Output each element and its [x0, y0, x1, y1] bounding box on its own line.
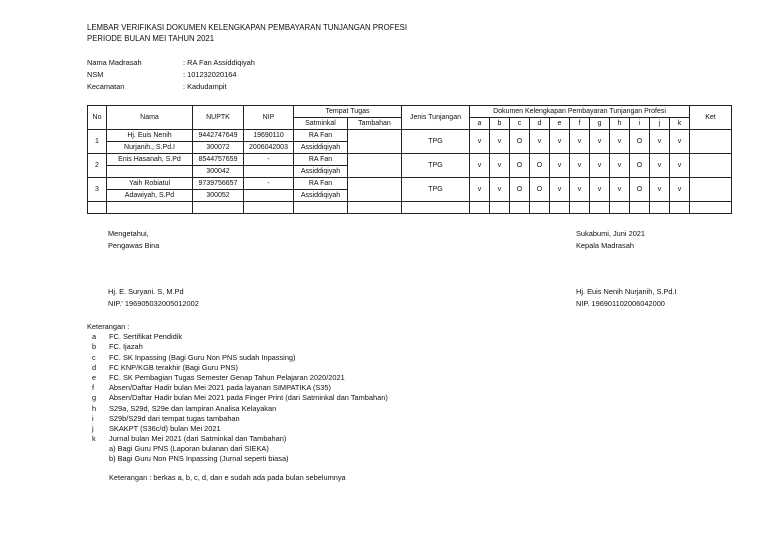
- empty-cell: [193, 202, 244, 214]
- legend-letter: h: [92, 403, 97, 413]
- legend-item: [87, 404, 388, 414]
- header-dokumen: Dokumen Kelengkapan Pembayaran Tunjangan Profesi: [470, 106, 690, 118]
- signature-left-line1: Mengetahui,: [108, 229, 149, 238]
- legend-text: S29b/S29d dari tempat tugas tambahan: [109, 413, 240, 423]
- legend-text: FC KNP/KGB terakhir (Bagi Guru PNS): [109, 362, 238, 372]
- cell-ket: [690, 154, 732, 178]
- info-row-madrasah: [87, 57, 255, 69]
- cell-nama: Adawiyah, S.Pd: [107, 190, 193, 202]
- signature-left-header: [108, 228, 159, 252]
- cell-doc-b: v: [490, 130, 510, 154]
- legend-item: [87, 342, 388, 352]
- cell-satminkal: Assiddiqiyah: [294, 190, 348, 202]
- legend-item: [87, 332, 388, 342]
- cell-jenis: TPG: [402, 178, 470, 202]
- cell-nama: Enis Hasanah, S.Pd: [107, 154, 193, 166]
- school-info: [87, 57, 255, 93]
- cell-tambahan: [348, 178, 402, 202]
- cell-ket: [690, 130, 732, 154]
- empty-cell: [294, 202, 348, 214]
- cell-tambahan: [348, 154, 402, 178]
- cell-nip: 19690110: [244, 130, 294, 142]
- cell-ket: [690, 178, 732, 202]
- document-title: LEMBAR VERIFIKASI DOKUMEN KELENGKAPAN PEMBAYARAN TUNJANGAN PROFESI: [87, 23, 408, 32]
- header-doc-f: f: [570, 118, 590, 130]
- legend-sub-a: a) Bagi Guru PNS (Laporan bulanan dari SIEKA): [109, 444, 269, 454]
- signature-right-name: Hj. Euis Nenih Nurjanih, S.Pd.I: [576, 287, 677, 296]
- cell-nip: [244, 190, 294, 202]
- cell-doc-h: v: [610, 130, 630, 154]
- cell-doc-k: v: [670, 130, 690, 154]
- empty-cell: [570, 202, 590, 214]
- cell-jenis: TPG: [402, 130, 470, 154]
- table-row: [88, 178, 732, 190]
- info-label: Nama Madrasah: [87, 58, 142, 67]
- cell-doc-h: v: [610, 154, 630, 178]
- cell-nuptk: 9739756657: [193, 178, 244, 190]
- info-row-kecamatan: [87, 81, 255, 93]
- empty-cell: [690, 202, 732, 214]
- legend-text: Jurnal bulan Mei 2021 (dari Satminkal dan Tambahan): [109, 434, 287, 444]
- document-period: PERIODE BULAN MEI TAHUN 2021: [87, 34, 215, 43]
- cell-nip: -: [244, 154, 294, 166]
- header-satminkal: Satminkal: [294, 118, 348, 130]
- cell-nip: -: [244, 178, 294, 190]
- table-row: [88, 130, 732, 142]
- empty-cell: [510, 202, 530, 214]
- info-value: : RA Fan Assiddiqiyah: [183, 58, 255, 67]
- cell-nuptk: 300072: [193, 142, 244, 154]
- cell-doc-g: v: [590, 130, 610, 154]
- empty-cell: [550, 202, 570, 214]
- signature-right-line2: Kepala Madrasah: [576, 241, 634, 250]
- cell-doc-c: O: [510, 154, 530, 178]
- header-tambahan: Tambahan: [348, 118, 402, 130]
- header-doc-g: g: [590, 118, 610, 130]
- cell-doc-g: v: [590, 154, 610, 178]
- cell-doc-f: v: [570, 178, 590, 202]
- header-nuptk: NUPTK: [193, 106, 244, 130]
- cell-doc-a: v: [470, 154, 490, 178]
- cell-nama: [107, 166, 193, 178]
- legend-item: [87, 393, 388, 403]
- cell-doc-j: v: [650, 130, 670, 154]
- legend-text: Absen/Daftar Hadir bulan Mei 2021 pada layanan SIMPATIKA (S35): [109, 383, 331, 393]
- empty-cell: [402, 202, 470, 214]
- header-nip: NIP: [244, 106, 294, 130]
- empty-cell: [530, 202, 550, 214]
- signature-left-footer: [108, 286, 199, 310]
- cell-doc-d: O: [530, 154, 550, 178]
- legend-item: [87, 363, 388, 373]
- cell-satminkal: RA Fan: [294, 154, 348, 166]
- info-value: : 101232020164: [183, 70, 237, 79]
- cell-doc-a: v: [470, 130, 490, 154]
- cell-nuptk: 8544757659: [193, 154, 244, 166]
- cell-no: 1: [88, 130, 107, 154]
- cell-jenis: TPG: [402, 154, 470, 178]
- empty-cell: [244, 202, 294, 214]
- cell-doc-i: O: [630, 130, 650, 154]
- header-jenis-tunjangan: Jenis Tunjangan: [402, 106, 470, 130]
- legend-letter: e: [92, 372, 97, 382]
- info-label: Kecamatan: [87, 82, 125, 91]
- empty-cell: [630, 202, 650, 214]
- legend-item: [87, 434, 388, 444]
- empty-cell: [610, 202, 630, 214]
- table-header-row: [88, 106, 732, 118]
- cell-doc-c: O: [510, 130, 530, 154]
- cell-nama: Yaih Robiatul: [107, 178, 193, 190]
- legend-item: [87, 373, 388, 383]
- info-row-nsm: [87, 69, 255, 81]
- legend-text: Absen/Daftar Hadir bulan Mei 2021 pada Finger Print (dari Satminkal dan Tambahan): [109, 393, 388, 403]
- legend-text: FC. SK Pembagian Tugas Semester Genap Tahun Pelajaran 2020/2021: [109, 372, 345, 382]
- legend-text: FC. Sertifikat Pendidik: [109, 332, 183, 342]
- cell-doc-h: v: [610, 178, 630, 202]
- cell-doc-e: v: [550, 154, 570, 178]
- header-doc-h: h: [610, 118, 630, 130]
- legend-item: [87, 424, 388, 434]
- empty-cell: [490, 202, 510, 214]
- cell-doc-j: v: [650, 178, 670, 202]
- cell-doc-e: v: [550, 130, 570, 154]
- legend-letter: k: [92, 434, 96, 444]
- signature-right-header: [576, 228, 645, 252]
- cell-satminkal: Assiddiqiyah: [294, 142, 348, 154]
- cell-doc-a: v: [470, 178, 490, 202]
- empty-cell: [348, 202, 402, 214]
- cell-nuptk: 9442747649: [193, 130, 244, 142]
- signature-left-line2: Pengawas Bina: [108, 241, 160, 250]
- cell-doc-k: v: [670, 178, 690, 202]
- cell-doc-b: v: [490, 178, 510, 202]
- empty-cell: [107, 202, 193, 214]
- legend-item: [87, 383, 388, 393]
- empty-cell: [650, 202, 670, 214]
- legend-letter: f: [92, 383, 95, 393]
- cell-no: 3: [88, 178, 107, 202]
- signature-left-name: Hj. E. Suryani. S, M.Pd: [108, 287, 184, 296]
- legend-letter: c: [92, 352, 96, 362]
- empty-cell: [88, 202, 107, 214]
- header-doc-k: k: [670, 118, 690, 130]
- legend-text: S29a, S29d, S29e dan lampiran Analisa Kelayakan: [109, 403, 277, 413]
- legend-title: Keterangan :: [87, 322, 130, 331]
- cell-doc-c: O: [510, 178, 530, 202]
- cell-doc-d: v: [530, 130, 550, 154]
- legend-letter: j: [92, 423, 94, 433]
- legend-sub-b: b) Bagi Guru Non PNS Inpassing (Jurnal seperti biasa): [109, 454, 289, 464]
- legend-letter: g: [92, 393, 97, 403]
- cell-doc-g: v: [590, 178, 610, 202]
- cell-nip: [244, 166, 294, 178]
- signature-right-nip: NIP. 196901102006042000: [576, 299, 665, 308]
- signature-right-line1: Sukabumi, Juni 2021: [576, 229, 646, 238]
- cell-doc-f: v: [570, 154, 590, 178]
- header-doc-c: c: [510, 118, 530, 130]
- cell-doc-k: v: [670, 154, 690, 178]
- cell-tambahan: [348, 130, 402, 154]
- legend-letter: b: [92, 342, 97, 352]
- header-doc-j: j: [650, 118, 670, 130]
- cell-satminkal: RA Fan: [294, 178, 348, 190]
- legend-note: Keterangan : berkas a, b, c, d, dan e sudah ada pada bulan sebelumnya: [109, 472, 346, 482]
- header-doc-a: a: [470, 118, 490, 130]
- cell-nip: 2006042003: [244, 142, 294, 154]
- empty-cell: [670, 202, 690, 214]
- header-doc-b: b: [490, 118, 510, 130]
- cell-doc-b: v: [490, 154, 510, 178]
- cell-nuptk: 300052: [193, 190, 244, 202]
- cell-doc-e: v: [550, 178, 570, 202]
- cell-doc-i: O: [630, 178, 650, 202]
- header-doc-d: d: [530, 118, 550, 130]
- signature-right-footer: [576, 286, 677, 310]
- header-nama: Nama: [107, 106, 193, 130]
- cell-satminkal: Assiddiqiyah: [294, 166, 348, 178]
- legend-text: SKAKPT (S36c/d) bulan Mei 2021: [109, 423, 221, 433]
- legend-text: FC. SK Inpassing (Bagi Guru Non PNS sudah Inpassing): [109, 352, 296, 362]
- info-value: : Kadudampit: [183, 82, 227, 91]
- signature-left-nip: NIP.' 196905032005012002: [108, 299, 199, 308]
- header-no: No: [88, 106, 107, 130]
- empty-cell: [470, 202, 490, 214]
- table-row-empty: [88, 202, 732, 214]
- legend-letter: d: [92, 362, 97, 372]
- info-label: NSM: [87, 70, 104, 79]
- header-tempat-tugas: Tempat Tugas: [294, 106, 402, 118]
- cell-no: 2: [88, 154, 107, 178]
- cell-doc-i: O: [630, 154, 650, 178]
- cell-doc-j: v: [650, 154, 670, 178]
- cell-doc-d: O: [530, 178, 550, 202]
- legend-item: [87, 414, 388, 424]
- empty-cell: [590, 202, 610, 214]
- cell-satminkal: RA Fan: [294, 130, 348, 142]
- cell-nuptk: 300042: [193, 166, 244, 178]
- legend-text: FC. Ijazah: [109, 342, 143, 352]
- header-ket: Ket: [690, 106, 732, 130]
- table-row: [88, 154, 732, 166]
- legend-letter: a: [92, 332, 97, 342]
- header-doc-e: e: [550, 118, 570, 130]
- cell-nama: Nurjanih., S.Pd.I: [107, 142, 193, 154]
- verification-table: [87, 105, 732, 214]
- cell-nama: Hj. Euis Nenih: [107, 130, 193, 142]
- cell-doc-f: v: [570, 130, 590, 154]
- legend-item: [87, 353, 388, 363]
- header-doc-i: i: [630, 118, 650, 130]
- legend-letter: i: [92, 413, 94, 423]
- legend: [87, 322, 388, 483]
